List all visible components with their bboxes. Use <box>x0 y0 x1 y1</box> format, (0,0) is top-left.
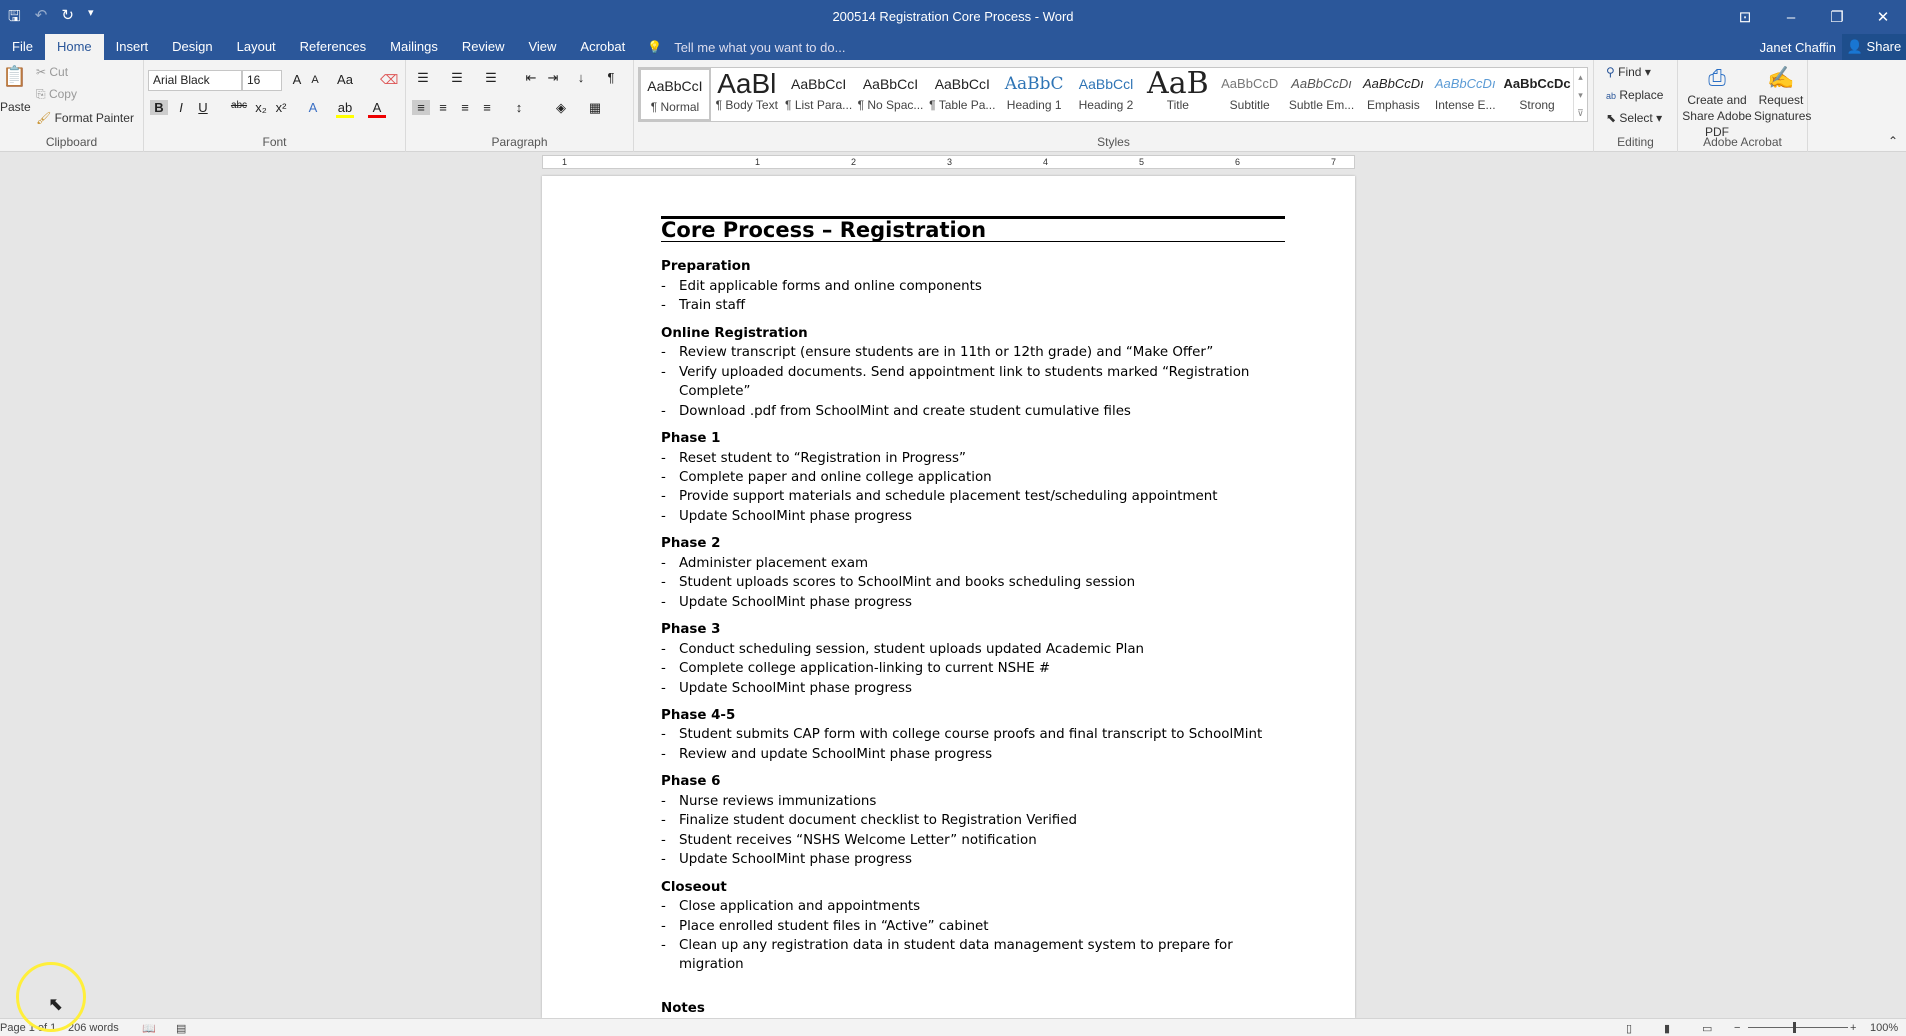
share-button[interactable]: 👤 Share <box>1842 34 1906 60</box>
clipboard-group <box>0 60 144 152</box>
style-strong[interactable] <box>1501 68 1573 121</box>
shading-icon[interactable]: ◈ <box>556 100 566 115</box>
font-label: Font <box>262 135 287 149</box>
list-item: - Student uploads scores to SchoolMint and books scheduling session <box>661 573 1285 592</box>
tell-me-input[interactable]: Tell me what you want to do... <box>674 39 846 55</box>
ribbon-display-icon[interactable]: ⊡ <box>1738 9 1752 26</box>
style-preview: AaBbCcl <box>1078 76 1134 92</box>
ruler-mark: 5 <box>1139 157 1145 167</box>
style-preview: AaBbCcDı <box>1291 76 1352 91</box>
proofing-icon[interactable]: 📖 <box>142 1023 156 1035</box>
acrobat-label: Adobe Acrobat <box>1703 135 1782 149</box>
style-intense-e-[interactable] <box>1429 68 1501 121</box>
copy-button[interactable]: ⎘ Copy <box>36 87 77 101</box>
mouse-pointer-icon: ⬉ <box>48 994 64 1014</box>
list-item: - Review transcript (ensure students are in 11th or 12th grade) and “Make Offer” <box>661 343 1285 362</box>
ruler-mark: 1 <box>562 157 568 167</box>
person-icon: 👤 <box>1846 39 1863 54</box>
paragraph-label: Paragraph <box>491 135 548 149</box>
list-item: - Update SchoolMint phase progress <box>661 850 1285 869</box>
list-item: - Verify uploaded documents. Send appointment link to students marked “Registration Complete” <box>661 363 1285 402</box>
line-spacing-icon[interactable]: ↕ <box>515 100 523 115</box>
justify-icon[interactable]: ≡ <box>483 100 491 115</box>
section-heading: Phase 3 <box>661 622 721 638</box>
replace-icon: ab <box>1606 91 1617 101</box>
sort-icon[interactable]: ↓ <box>577 70 585 85</box>
tab-file[interactable]: File <box>12 39 33 54</box>
align-right-icon[interactable]: ≡ <box>461 100 469 115</box>
style-name: Strong <box>1519 98 1555 112</box>
style-heading-2[interactable] <box>1070 68 1142 121</box>
list-item: - Train staff <box>661 296 1285 315</box>
align-center-icon[interactable]: ≡ <box>439 100 447 115</box>
list-item: - Update SchoolMint phase progress <box>661 679 1285 698</box>
collapse-ribbon-icon[interactable]: ⌃ <box>1887 134 1898 148</box>
style--table-pa-[interactable] <box>926 68 998 121</box>
font-name-select[interactable]: Arial Black <box>148 70 242 91</box>
style-preview: AaBbC <box>1004 74 1064 94</box>
style-title[interactable] <box>1142 68 1214 121</box>
style--normal[interactable] <box>639 68 711 121</box>
style-name: ¶ Table Pa... <box>929 98 996 112</box>
style-preview: AaBbCcDc <box>1503 76 1571 91</box>
pointer-icon: ⬉ <box>1606 111 1617 125</box>
ruler-mark: 3 <box>947 157 953 167</box>
print-layout-icon[interactable]: ▮ <box>1664 1023 1671 1035</box>
list-item: - Nurse reviews immunizations <box>661 792 1285 811</box>
section-heading: Preparation <box>661 259 751 275</box>
style-preview: AaBbCcDı <box>1434 76 1496 91</box>
clipboard-label: Clipboard <box>45 135 98 149</box>
list-item: - Conduct scheduling session, student uploads updated Academic Plan <box>661 640 1285 659</box>
tab-acrobat[interactable]: Acrobat <box>580 39 626 54</box>
section-heading: Closeout <box>661 879 727 895</box>
section-heading: Online Registration <box>661 325 808 341</box>
styles-label: Styles <box>1097 135 1130 149</box>
strikethrough-button[interactable]: abc <box>230 100 248 111</box>
zoom-slider[interactable] <box>1748 1027 1848 1028</box>
style-name: ¶ No Spac... <box>857 98 924 112</box>
ruler-mark: 2 <box>851 157 857 167</box>
tab-review[interactable]: Review <box>461 39 505 54</box>
style-name: Heading 2 <box>1078 98 1134 112</box>
title-bar <box>0 0 1906 34</box>
highlight-icon[interactable]: ab <box>336 100 354 118</box>
font-color-icon[interactable]: A <box>368 100 386 118</box>
change-case-icon[interactable]: Aa <box>337 72 353 87</box>
tab-layout[interactable]: Layout <box>236 39 276 54</box>
style-preview: AaB <box>1147 68 1209 98</box>
font-group <box>144 60 406 152</box>
style-preview: AaBbCcI <box>791 76 847 92</box>
clipboard-icon: 📋 <box>2 66 27 88</box>
style-preview: AaBl <box>717 68 777 98</box>
paste-button[interactable]: Paste <box>0 100 31 114</box>
style-name: ¶ List Para... <box>785 98 853 112</box>
section-heading: Phase 1 <box>661 431 721 447</box>
zoom-level[interactable]: 100% <box>1870 1022 1899 1034</box>
minimize-button[interactable]: – <box>1786 8 1796 26</box>
style-name: Subtitle <box>1229 98 1270 112</box>
style-name: Title <box>1166 98 1189 112</box>
window-title: 200514 Registration Core Process - Word <box>832 9 1074 24</box>
style-heading-1[interactable] <box>998 68 1070 121</box>
undo-icon[interactable]: ↶ <box>34 7 48 24</box>
list-item: - Download .pdf from SchoolMint and create student cumulative files <box>661 402 1285 421</box>
show-formatting-icon[interactable]: ¶ <box>607 70 615 85</box>
align-left-icon[interactable]: ≡ <box>412 100 430 115</box>
list-item: - Student submits CAP form with college course proofs and final transcript to SchoolMint <box>661 725 1285 744</box>
format-painter-button[interactable]: 🖌 Format Painter <box>36 111 134 125</box>
underline-button[interactable]: U <box>198 100 208 115</box>
tab-mailings[interactable]: Mailings <box>390 39 438 54</box>
list-item: - Administer placement exam <box>661 554 1285 573</box>
editing-label: Editing <box>1617 135 1654 149</box>
create-pdf-button[interactable]: ⎙ Create and Share Adobe PDF <box>1682 65 1752 139</box>
restore-button[interactable]: ❐ <box>1830 9 1844 26</box>
list-item: - Place enrolled student files in “Active” cabinet <box>661 917 1285 936</box>
document-body <box>661 216 1285 1018</box>
style-preview: AaBbCcI <box>647 78 703 94</box>
paragraph-group <box>406 60 634 152</box>
macro-icon[interactable]: ▤ <box>176 1023 187 1035</box>
list-item: - Provide support materials and schedule placement test/scheduling appointment <box>661 487 1285 506</box>
tab-references[interactable]: References <box>299 39 367 54</box>
style-name: Intense E... <box>1434 98 1496 112</box>
styles-gallery <box>638 67 1588 122</box>
list-item: - Review and update SchoolMint phase progress <box>661 745 1285 764</box>
style-preview: AaBbCcI <box>934 76 990 92</box>
numbering-icon[interactable]: ☰ <box>451 70 463 85</box>
customize-icon[interactable]: ▾ <box>87 7 94 19</box>
section-heading: Phase 2 <box>661 536 721 552</box>
grow-font-icon[interactable]: A <box>292 72 302 87</box>
list-item: - Close application and appointments <box>661 897 1285 916</box>
list-item: - Student receives “NSHS Welcome Letter” notification <box>661 831 1285 850</box>
style-preview: AaBbCcDı <box>1363 76 1424 91</box>
style-subtitle[interactable] <box>1214 68 1286 121</box>
style-name: ¶ Body Text <box>715 98 778 112</box>
status-bar <box>0 1018 1906 1036</box>
editing-group <box>1594 60 1678 152</box>
close-button[interactable]: ✕ <box>1876 9 1890 26</box>
decrease-indent-icon[interactable]: ⇤ <box>525 70 537 85</box>
select-button[interactable]: ⬉ Select ▾ <box>1606 111 1663 125</box>
tab-view[interactable]: View <box>528 39 557 54</box>
signature-icon: ✍ <box>1767 65 1795 90</box>
ribbon-tabs <box>0 34 1906 60</box>
list-item: - Reset student to “Registration in Progress” <box>661 449 1285 468</box>
clear-formatting-icon[interactable]: ⌫ <box>380 72 399 87</box>
list-item: - Update SchoolMint phase progress <box>661 593 1285 612</box>
lightbulb-icon: 💡 <box>647 40 663 54</box>
acrobat-group <box>1678 60 1812 152</box>
section-heading: Phase 4-5 <box>661 707 736 723</box>
style-name: Heading 1 <box>1006 98 1062 112</box>
tab-design[interactable]: Design <box>172 39 213 54</box>
replace-button[interactable]: ab Replace <box>1606 88 1664 102</box>
ribbon <box>0 60 1906 152</box>
list-item: - Update SchoolMint phase progress <box>661 507 1285 526</box>
ruler-mark: 7 <box>1331 157 1337 167</box>
ruler-mark: 4 <box>1043 157 1049 167</box>
document-title: Core Process – Registration <box>661 216 1285 242</box>
tab-insert[interactable]: Insert <box>115 39 149 54</box>
tab-home[interactable]: Home <box>45 34 104 60</box>
zoom-slider-thumb[interactable] <box>1793 1022 1796 1033</box>
list-item: - Complete college application-linking to current NSHE # <box>661 659 1285 678</box>
style-emphasis[interactable] <box>1357 68 1429 121</box>
list-item: - Finalize student document checklist to Registration Verified <box>661 811 1285 830</box>
bullets-icon[interactable]: ☰ <box>417 70 429 85</box>
bold-button[interactable]: B <box>150 100 168 115</box>
cut-button[interactable]: ✂ Cut <box>36 65 69 79</box>
font-size-select[interactable]: 16 <box>242 70 282 91</box>
search-icon: ⚲ <box>1606 65 1615 79</box>
section-heading: Phase 6 <box>661 774 721 790</box>
increase-indent-icon[interactable]: ⇥ <box>547 70 559 85</box>
style-name: ¶ Normal <box>650 100 700 114</box>
style-preview: AaBbCcD <box>1221 76 1279 91</box>
user-name[interactable]: Janet Chaffin <box>1759 40 1836 55</box>
style--body-text[interactable] <box>711 68 783 121</box>
style--no-spac-[interactable] <box>855 68 927 121</box>
list-item: - Complete paper and online college application <box>661 468 1285 487</box>
zoom-in-button[interactable]: + <box>1850 1022 1857 1034</box>
read-mode-icon[interactable]: ▯ <box>1626 1023 1633 1035</box>
page-count[interactable]: Page 1 of 1 <box>0 1022 57 1034</box>
request-signatures-button[interactable]: ✍ Request Signatures <box>1754 65 1812 123</box>
style-subtle-em-[interactable] <box>1286 68 1358 121</box>
style-preview: AaBbCcI <box>862 76 919 92</box>
multilevel-list-icon[interactable]: ☰ <box>485 70 497 85</box>
style--list-para-[interactable] <box>783 68 855 121</box>
text-effects-icon[interactable]: A <box>308 100 318 115</box>
brush-icon: 🖌 <box>36 111 52 125</box>
style-name: Emphasis <box>1367 98 1420 112</box>
pdf-icon: ⎙ <box>1708 65 1726 90</box>
superscript-button[interactable]: x² <box>275 100 287 115</box>
redo-icon[interactable]: ↻ <box>61 7 74 24</box>
borders-icon[interactable]: ▦ <box>588 100 602 115</box>
notes-heading: Notes <box>661 1000 705 1016</box>
gallery-scroll[interactable]: ▴ ▾ ⊽ <box>1573 68 1587 121</box>
save-icon[interactable]: 🖫 <box>8 8 21 25</box>
ruler-mark: 6 <box>1235 157 1241 167</box>
list-item: - Clean up any registration data in student data management system to prepare for migration <box>661 936 1285 975</box>
subscript-button[interactable]: x₂ <box>255 100 267 115</box>
document-page[interactable] <box>542 176 1355 1018</box>
list-item: - Edit applicable forms and online components <box>661 277 1285 296</box>
shrink-font-icon[interactable]: A <box>311 74 319 86</box>
style-name: Subtle Em... <box>1288 98 1355 112</box>
zoom-out-button[interactable]: − <box>1734 1022 1741 1034</box>
ruler-mark: 1 <box>755 157 761 167</box>
web-layout-icon[interactable]: ▭ <box>1702 1023 1713 1035</box>
italic-button[interactable]: I <box>179 100 183 115</box>
horizontal-ruler[interactable] <box>542 155 1355 169</box>
word-count[interactable]: 206 words <box>68 1022 119 1034</box>
find-button[interactable]: ⚲ Find ▾ <box>1606 65 1651 79</box>
